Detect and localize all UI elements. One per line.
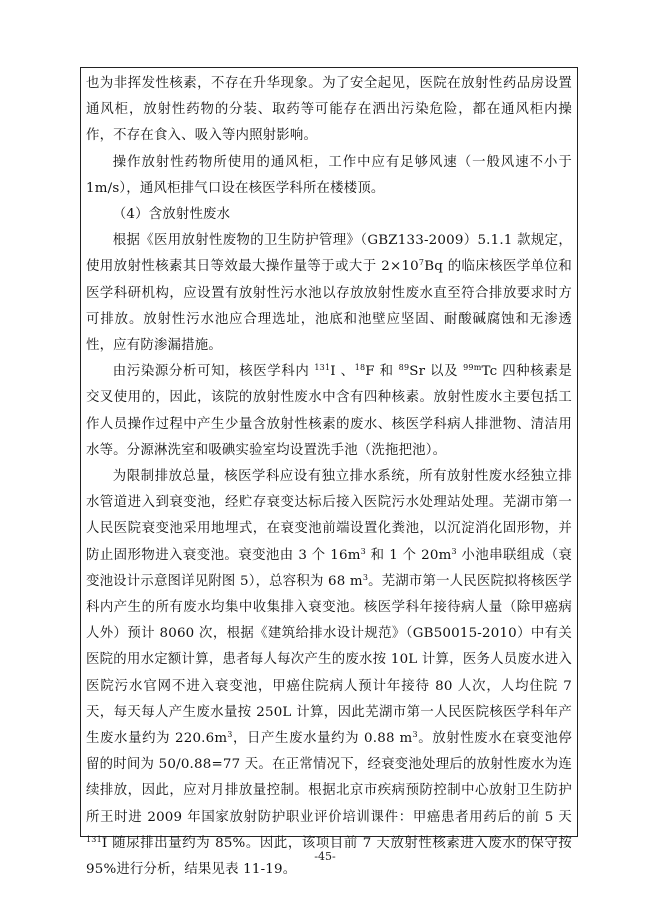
section-heading-radioactive-wastewater: （4）含放射性废水 [112,207,231,223]
paragraph-decay-tank: 为限制排放总量，核医学科应设有独立排水系统，所有放射性废水经独立排水管道进入到衰变池，经贮存衰变达标后接入医院污水处理站处理。芜湖市第一人民医院衰变池采用地埋式，在衰变池前端设置化粪池，以沉淀消化固形物，并防止固形物进入衰变池。衰变池由 3 个 $16m^3$ 和 1 个 $20m^3$ 小池串联组成（衰变池设计示意图详见附图 5），总容积为 68 $m^3$。芜湖市第一人民医院拟将核医学科内产生的所有废水均集中收集排入衰变池。核医学科年接待病人量（除甲癌病人外）预计 8060 次，根据《建筑给排水设计规范》（GB50015-2010）中有关医院的用水定额计算，患者每人每次产生的废水按 10L 计算，医务人员废水进入医院污水官网不进入衰变池，甲癌住院病人预计年接待 80 人次，人均住院 7 天，每天每人产生废水量按 250L 计算，因此芜湖市第一人民医院核医学科年产生废水量约为 $220.6m^3$，日产生废水量约为 0.88 $m^3$。放射性废水在衰变池停留的时间为 50/0.88=77 天。在正常情况下，经衰变池处理后的放射性废水为连续排放，因此，应对月排放量控制。根据北京市疾病预防控制中心放射卫生防护所王时进 2009 年国家放射防护职业评价培训课件：甲癌患者用药后的前 5 天 $^{131}$I 随尿排出量约为 85%。因此，该项目前 7 天放射性核素进入废水的保守按 95%进行分析，结果见表 11-19。 [86,469,573,878]
page-number: -45- [314,850,336,863]
document-body [86,71,572,883]
paragraph-fume-hood-airflow: 操作放射性药物所使用的通风柜，工作中应有足够风速（一般风速不小于 1m/s），通风柜排气口设在核医学科所在楼楼顶。 [86,154,572,196]
paragraph-gbz133-regulation: 根据《医用放射性废物的卫生防护管理》（GBZ133-2009）5.1.1 款规定，使用放射性核素其日等效最大操作量等于或大于 $2\times 10^7Bq$ 的临床核医学单位和医学科研机构，应设置有放射性污水池以存放放射性废水直至符合排放要求时方可排放。放射性污水池应合理选址，池底和池壁应坚固、耐酸碱腐蚀和无渗透性，应有防渗漏措施。 [86,233,572,354]
paragraph-ventilation-continued: 也为非挥发性核素，不存在升华现象。为了安全起见，医院在放射性药品房设置通风柜，放射性药物的分装、取药等可能存在洒出污染危险，都在通风柜内操作，不存在食入、吸入等内照射影响。 [86,76,572,144]
paragraph-nuclides: 由污染源分析可知，核医学科内 $^{131}$I 、$^{18}$F 和 $^{89}$Sr 以及 $^{99m}$Tc 四种核素是交叉使用的，因此，该院的放射性废水中含有四种核素。放射性废水主要包括工作人员操作过程中产生少量含放射性核素的废水、核医学科病人排泄物、清洁用水等。分源淋洗室和吸碘实验室均设置洗手池（洗拖把池）。 [86,363,572,458]
